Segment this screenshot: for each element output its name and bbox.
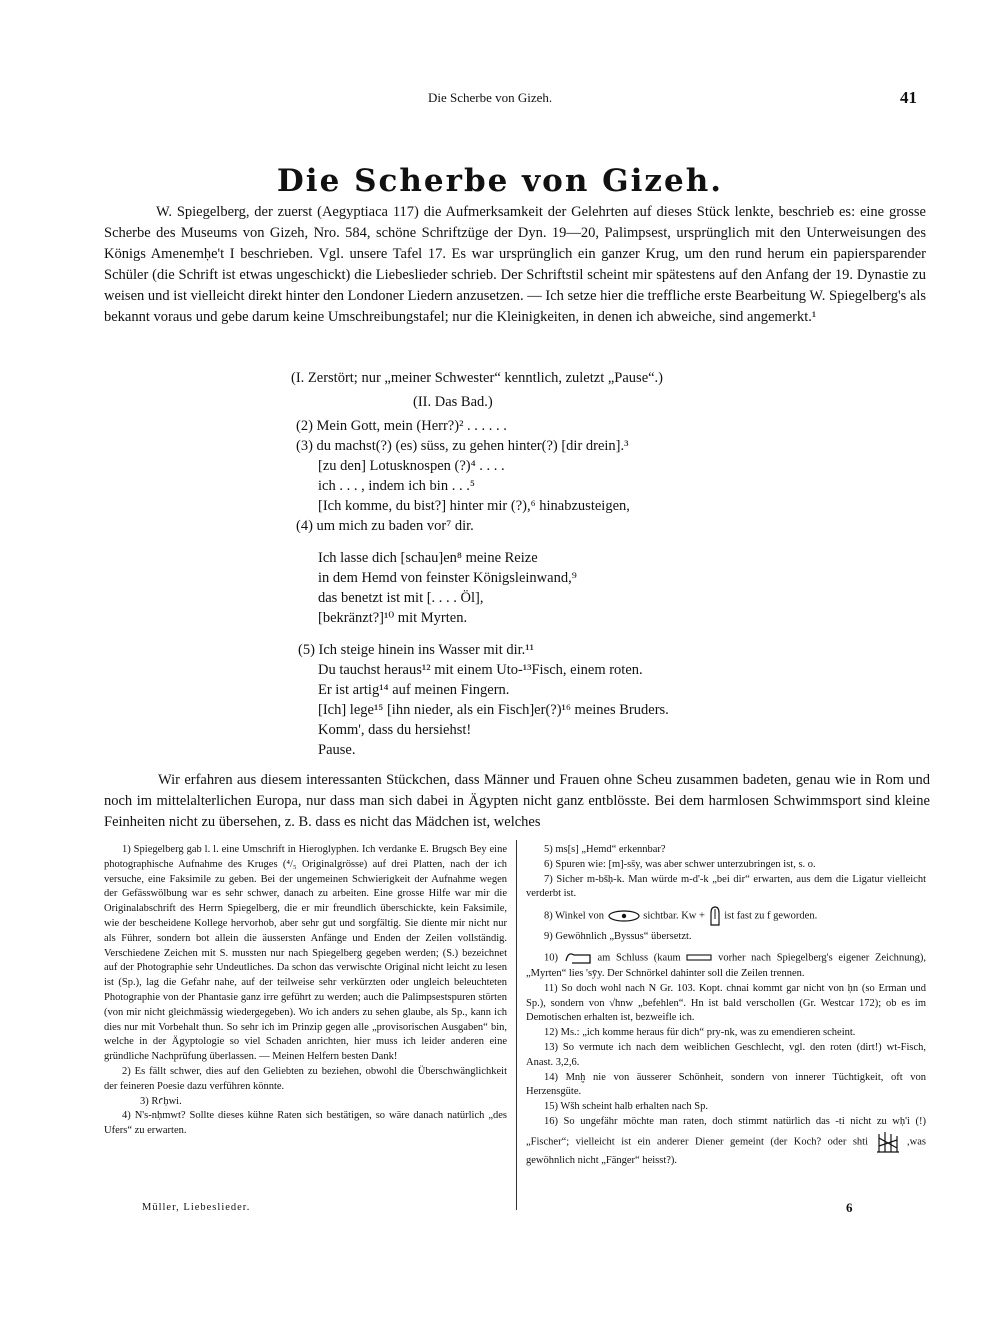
footnotes-right [526, 843, 926, 1169]
footnote: 4) N's-nḥmwt? Sollte dieses kühne Raten sich bestätigen, so wäre danach natürlich „des Ufers“ zu erwarten. [104, 1110, 507, 1137]
footnote [526, 1115, 926, 1169]
poem-line: (5) Ich steige hinein ins Wasser mit dir.¹¹ [298, 642, 534, 658]
footnote-text: ist fast zu f geworden. [724, 910, 818, 922]
intro-paragraph [104, 202, 926, 328]
signature-number: 6 [846, 1200, 853, 1215]
poem-line: ich . . . , indem ich bin . . .⁵ [318, 478, 475, 494]
running-title: Die Scherbe von Gizeh. [428, 90, 553, 105]
body-paragraph-text: Wir erfahren aus diesem interessanten Stückchen, dass Männer und Frauen ohne Scheu zusammen badeten, genau wie in Rom und noch im mittelalterlichen Europa, nur dass man sich dabei in Ägypten nicht ganz entblösste. Bei dem harmlosen Schwimmsport sind kleine Feinheiten nicht zu übersehen, z. B. dass es nicht das Mädchen ist, welches [104, 772, 930, 830]
footnote: 1) Spiegelberg gab l. l. eine Umschrift in Hieroglyphen. Ich verdanke E. Brugsch Bey eine photographische Aufnahme des Kruges (⁴/₅ Originalgrösse) auf drei Platten, nach der ich versuche, eine Faksimile zu geben. Bei der ungemeinen Schwierigkeit der Aufnahme wegen der Gefässwölbung war es sehr schwer, danach zu arbeiten. Eine grosse Hilfe war mir die Originalabschrift des Herrn Spiegelberg, die er mir freundlich überschickte, kein Faksimile, wie der bescheidene Kollege hervorhob, aber sehr gut und sorgfältig. Sie diente mir nicht nur als Führer, sondern bot allein die äussersten Anfänge und Enden der Zeilen vollständig. Verschiedene Zeichen mit S. mussten nur nach Spiegelberg gegeben werden; (S.) bezeichnet auf der Photographie sehr Undeutliches. Da schon das verwischte Original nicht leicht zu lesen ist (Sp.), lag die Gefahr nahe, auf der teilweise sehr verkürzten oder ungleich beleuchteten Photographie von der Phantasie ganz irre geführt zu werden; auch die Palimpsestspuren störten (von mir nicht gleichmässig wiedergegeben). Wo ich anders zu sehen glaube, als Sp., kann ich dies nur mit Vorbehalt thun. So sehr ich im Prinzip gegen alle „provisorischen Ausgaben“ bin, welche in der Ägyptologie so viel Schaden anrichten, hier muss ich leider anderen eine gründliche Nachprüfung überlassen. — Meinen Helfern besten Dank! [104, 844, 507, 1063]
footnote-text: 10) [544, 952, 558, 964]
poem-line: Du tauchst heraus¹² mit einem Uto-¹³Fisch, einem roten. [318, 662, 643, 678]
footnote: 7) Sicher m-bšḥ-k. Man würde m-d'-k „bei dir“ erwarten, aus dem die Ligatur vielleicht verderbt ist. [526, 873, 926, 900]
body-paragraph [104, 770, 930, 833]
hand-glyph-icon [708, 905, 722, 927]
poem-line: (2) Mein Gott, mein (Herr?)² . . . . . . [296, 418, 507, 434]
poem-line: das benetzt ist mit [. . . . Öl], [318, 590, 484, 606]
footnote: 5) ms[s] „Hemd“ erkennbar? [544, 844, 666, 855]
footnote-text: 16) So ungefähr möchte man raten, doch stimmt natürlich das -ti nicht zu wḥ'i (!) „Fischer“; vielleicht ist ein anderer Diener gemeint (der Koch? oder shti [526, 1115, 926, 1148]
poem-line: Komm', dass du hersiehst! [318, 722, 472, 738]
footnote [526, 905, 926, 927]
poem-line: [Ich komme, du bist?] hinter mir (?),⁶ hinabzusteigen, [318, 498, 630, 514]
footnote: 2) Es fällt schwer, dies auf den Geliebten zu beziehen, obwohl die Überschwänglichkeit der feineren Poesie dazu verführen könnte. [104, 1065, 507, 1092]
poem-line: (4) um mich zu baden vor⁷ dir. [296, 518, 474, 534]
poem-line: Pause. [318, 742, 356, 758]
footnote-text: vorher nach Spiegelberg's eigener Zeichnung), „Myrten“ lies 'sȳy. Der Schnörkel dahinter soll die Zeilen trennen. [526, 952, 927, 979]
footnote-text: ,was gewöhnlich nicht „Fänger“ heisst?). [526, 1136, 927, 1166]
poem-line: Er ist artig¹⁴ auf meinen Fingern. [318, 682, 510, 698]
footnotes-left [104, 843, 507, 1139]
page-number: 41 [900, 88, 917, 107]
footnote: 15) Wšh scheint halb erhalten nach Sp. [544, 1101, 708, 1113]
footnote: 12) Ms.: „ich komme heraus für dich“ pry-nk, was zu emendieren scheint. [544, 1027, 856, 1039]
footnote: 11) So doch wohl nach N Gr. 103. Kopt. chnai kommt gar nicht von ḥn (so Erman und Sp.), sondern von √hnw „befehlen“. Hn ist bald verschollen (Gr. Westcar 172); ob es im Demotischen erhalten ist, bezweifle ich. [526, 982, 926, 1024]
footnote-text: Kw + [681, 910, 705, 922]
signature-line: Müller, Liebeslieder. [142, 1202, 251, 1213]
footnote: 3) Rꜥḥwi. [140, 1095, 182, 1107]
poem-line: [bekränzt?]¹⁰ mit Myrten. [318, 610, 468, 626]
footnote: 13) So vermute ich nach dem weiblichen Geschlecht, vgl. den roten (dirt!) wt-Fisch, Anast. 3,2,6. [526, 1041, 926, 1068]
footnote-text: 8) Winkel von [544, 910, 605, 922]
net-glyph-icon [875, 1130, 901, 1154]
footnote: 14) Mnḫ nie von äusserer Schönheit, sondern von innerer Tüchtigkeit, oft von Herzensgüte. [526, 1071, 926, 1098]
poem-line: [Ich] lege¹⁵ [ihn nieder, als ein Fisch]er(?)¹⁶ meines Bruders. [318, 702, 669, 718]
footnote-text: sichtbar. [643, 910, 679, 922]
page-title: Die Scherbe von Gizeh. [276, 163, 724, 199]
eye-glyph-icon [607, 910, 641, 922]
poem-line: Ich lasse dich [schau]en⁸ meine Reize [318, 550, 538, 566]
poem-line: [zu den] Lotusknospen (?)⁴ . . . . [318, 458, 505, 474]
intro-text: W. Spiegelberg, der zuerst (Aegyptiaca 117) die Aufmerksamkeit der Gelehrten auf dieses Stück lenkte, beschrieb es: eine grosse Scherbe des Museums von Gizeh, Nro. 584, schöne Schriftzüge der Dyn. 19—20, Palimpsest, ursprünglich mit den Unterweisungen des Königs Amenemḥe't I beschrieben. Vgl. unsere Tafel 17. Es war ursprünglich ein ganzer Krug, um den rund herum ein papiersparender Schüler (die Schrift ist etwas ungeschickt) die Liebeslieder schrieb. Der Schriftstil scheint mir spätestens auf den Anfang der 19. Dynastie zu weisen und ist vielleicht direkt hinter den Londoner Liedern anzusetzen. — Ich setze hier die treffliche erste Bearbeitung W. Spiegelberg's als bekannt voraus und gebe darum keine Umschreibungstafel; nur die Kleinigkeiten, in denen ich abweiche, sind angemerkt.¹ [104, 204, 926, 325]
bar-glyph-icon [686, 954, 712, 962]
footnote: 9) Gewöhnlich „Byssus“ übersetzt. [544, 931, 692, 943]
running-header [0, 88, 1000, 110]
poem-line: in dem Hemd von feinster Königsleinwand,⁹ [318, 570, 577, 586]
poem-line: (II. Das Bad.) [413, 394, 493, 410]
footnote [526, 949, 926, 982]
column-divider [516, 840, 517, 1210]
poem-line: (3) du machst(?) (es) süss, zu gehen hinter(?) [dir drein].³ [296, 438, 629, 454]
loop-glyph-icon [564, 949, 592, 967]
footnote: 6) Spuren wie: [m]-ss̄y, was aber schwer unterzubringen ist, s. o. [544, 858, 816, 870]
poem-line: (I. Zerstört; nur „meiner Schwester“ kenntlich, zuletzt „Pause“.) [291, 370, 664, 386]
footnote-text: am Schluss (kaum [597, 952, 681, 964]
